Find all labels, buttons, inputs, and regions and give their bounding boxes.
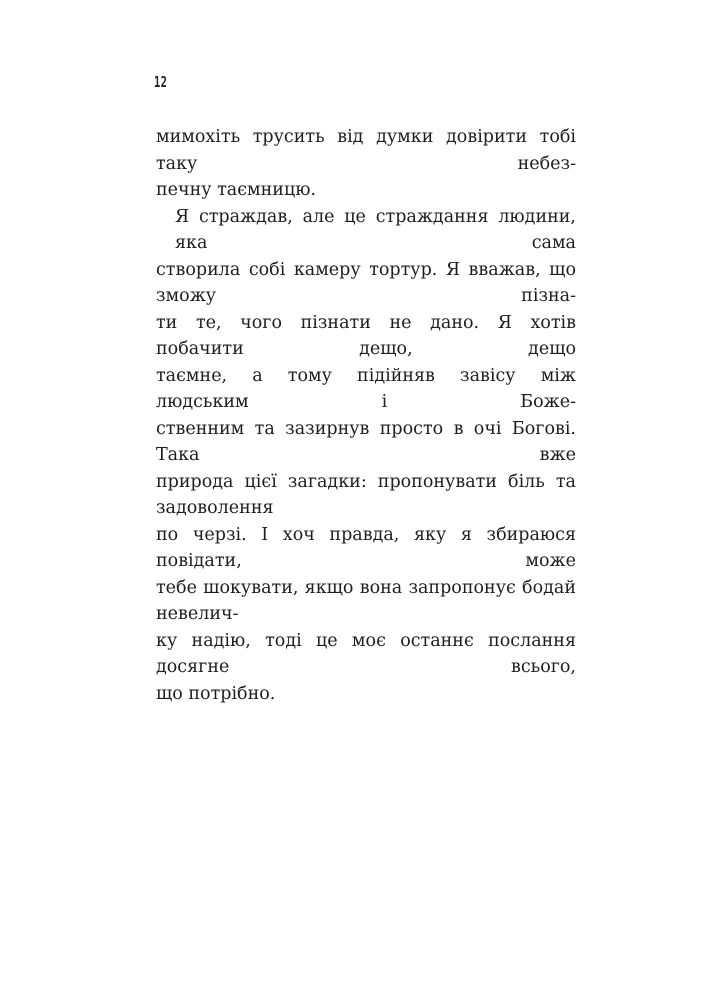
text-line: що потрібно. (156, 683, 276, 704)
text-line: Я страждав, але це страждання людини, яка сама (175, 206, 576, 253)
text-line: ти те, чого пізнати не дано. Я хотів побачити дещо, дещо (156, 312, 576, 359)
text-line: мимохіть трусить від думки довірити тобі таку небез- (156, 127, 576, 174)
text-line: ку надію, тоді це моє останнє послання досягне всього, (156, 630, 576, 677)
text-line: природа цієї загадки: пропонувати біль та задоволення (156, 471, 576, 518)
text-line: тебе шокувати, якщо вона запропонує бодай невелич- (156, 577, 576, 624)
body-text (156, 124, 576, 707)
text-line: створила собі камеру тортур. Я вважав, що зможу пізна- (156, 259, 576, 306)
text-line: по черзі. І хоч правда, яку я збираюся повідати, може (156, 524, 576, 571)
text-line: ственним та зазирнув просто в очі Богові. Така вже (156, 418, 576, 465)
page-number: 12 (154, 73, 168, 91)
text-line: печну таємницю. (156, 180, 317, 200)
text-line: таємне, а тому підійняв завісу між людським і Боже- (156, 365, 576, 412)
